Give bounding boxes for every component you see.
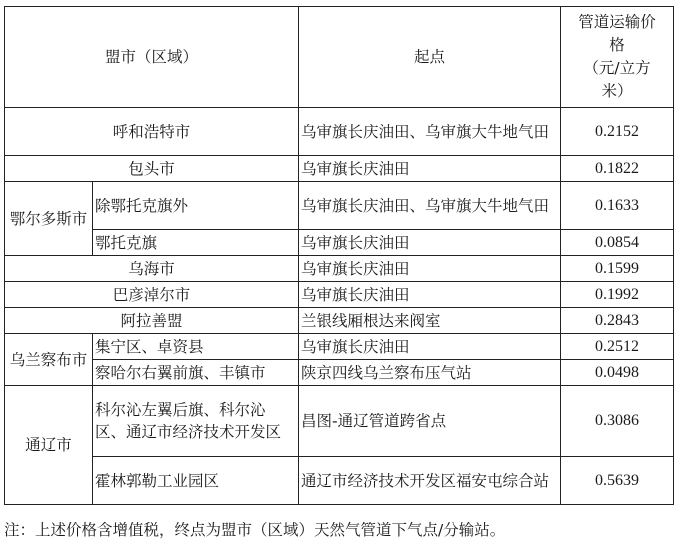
price-cell: 0.1822 [561, 156, 674, 182]
table-header-row [5, 7, 674, 108]
price-cell: 0.2152 [561, 108, 674, 156]
header-origin: 起点 [299, 7, 561, 108]
origin-cell: 乌审旗长庆油田 [299, 230, 561, 256]
region-cell: 包头市 [5, 156, 299, 182]
price-cell: 0.0498 [561, 360, 674, 386]
group-cell: 鄂尔多斯市 [5, 182, 93, 256]
region-cell: 呼和浩特市 [5, 108, 299, 156]
table-row [5, 256, 674, 282]
table-footnote: 注：上述价格含增值税，终点为盟市（区域）天然气管道下气点/分输站。 [4, 521, 506, 539]
origin-cell: 通辽市经济技术开发区福安屯综合站 [299, 457, 561, 505]
price-cell: 0.2512 [561, 334, 674, 360]
subregion-cell: 鄂托克旗 [93, 230, 299, 256]
group-cell: 通辽市 [5, 386, 93, 505]
region-cell: 乌海市 [5, 256, 299, 282]
price-cell: 0.1992 [561, 282, 674, 308]
origin-cell: 乌审旗长庆油田、乌审旗大牛地气田 [299, 182, 561, 230]
price-cell: 0.1633 [561, 182, 674, 230]
subregion-cell: 察哈尔右翼前旗、丰镇市 [93, 360, 299, 386]
region-cell: 巴彦淖尔市 [5, 282, 299, 308]
table-row [5, 282, 674, 308]
price-cell: 0.2843 [561, 308, 674, 334]
price-cell: 0.0854 [561, 230, 674, 256]
origin-cell: 昌图-通辽管道跨省点 [299, 386, 561, 457]
origin-cell: 乌审旗长庆油田 [299, 156, 561, 182]
table-row [5, 182, 674, 230]
subregion-cell: 集宁区、卓资县 [93, 334, 299, 360]
subregion-cell: 科尔沁左翼后旗、科尔沁区、通辽市经济技术开发区 [93, 386, 299, 457]
origin-cell: 乌审旗长庆油田 [299, 334, 561, 360]
header-price: 管道运输价 格 （元/立方 米） [561, 7, 674, 108]
table-row [5, 108, 674, 156]
gas-pipeline-price-table [4, 6, 674, 505]
origin-cell: 乌审旗长庆油田 [299, 282, 561, 308]
subregion-cell: 霍林郭勒工业园区 [93, 457, 299, 505]
price-cell: 0.5639 [561, 457, 674, 505]
region-cell: 阿拉善盟 [5, 308, 299, 334]
table-row [5, 308, 674, 334]
table-row [5, 457, 674, 505]
header-region: 盟市（区域） [5, 7, 299, 108]
table-row [5, 230, 674, 256]
group-cell: 乌兰察布市 [5, 334, 93, 386]
table-row [5, 156, 674, 182]
table-row [5, 360, 674, 386]
price-cell: 0.1599 [561, 256, 674, 282]
origin-cell: 兰银线厢根达来阀室 [299, 308, 561, 334]
origin-cell: 乌审旗长庆油田、乌审旗大牛地气田 [299, 108, 561, 156]
table-row [5, 386, 674, 457]
origin-cell: 乌审旗长庆油田 [299, 256, 561, 282]
subregion-cell: 除鄂托克旗外 [93, 182, 299, 230]
price-cell: 0.3086 [561, 386, 674, 457]
origin-cell: 陕京四线乌兰察布压气站 [299, 360, 561, 386]
table-row [5, 334, 674, 360]
